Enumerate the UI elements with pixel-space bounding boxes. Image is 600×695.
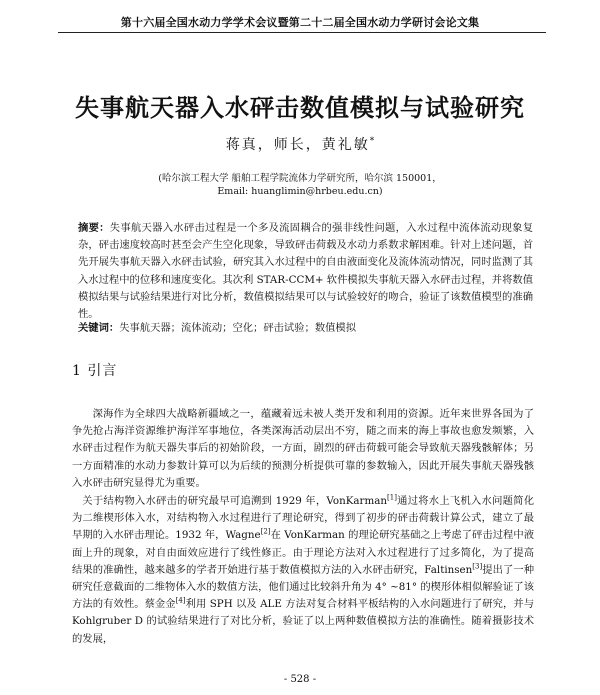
- keywords-text: 失事航天器；流体流动；空化；砰击试验；数值模拟: [119, 322, 357, 334]
- authors-text: 蒋真，师长，黄礼敏: [225, 137, 370, 153]
- paragraph-2-part-e: 利用 SPH 以及 ALE 方法对复合材料平板结构的入水问题进行了研究，并与 Kohlgruber D 的试验结果进行了对比分析，验证了以上两种数值模拟方法的准确性。随着摄影技术的发展，: [72, 598, 534, 645]
- running-header: 第十六届全国水动力学学术会议暨第二十二届全国水动力学研讨会论文集: [120, 16, 480, 29]
- body-paragraph-2: [72, 493, 534, 648]
- abstract-label: 摘要：: [78, 222, 110, 234]
- author-email: Email: huanglimin@hrbeu.edu.cn): [217, 186, 383, 197]
- citation-ref-4: [4]: [175, 596, 186, 605]
- paragraph-2-part-b: 通过将水上飞机入水问题简化为二维楔形体入水，对结构物入水过程进行了理论研究，得到了初步的砰击荷载计算公式，建立了最早期的入水砰击理论。1932 年，Wagne: [72, 495, 534, 542]
- keywords: [78, 320, 533, 336]
- keywords-label: 关键词：: [78, 322, 120, 334]
- page-number: - 528 -: [283, 674, 317, 685]
- section-heading-introduction: 1 引言: [72, 363, 118, 379]
- citation-ref-1: [1]: [387, 493, 397, 502]
- paper-title: 失事航天器入水砰击数值模拟与试验研究: [75, 94, 525, 122]
- corresponding-author-mark: *: [369, 136, 375, 147]
- affiliation: (哈尔滨工程大学 船舶工程学院流体力学研究所，哈尔滨 150001，: [158, 173, 442, 184]
- author-list: [100, 134, 500, 154]
- abstract: [78, 220, 533, 323]
- paragraph-2-part-d: 提出了一种研究任意截面的二维物体入水的数值方法，他们通过比较斜升角为 4° ~81° 的楔形体相似解验证了该方法的有效性。蔡金金: [72, 563, 534, 611]
- abstract-text: 失事航天器入水砰击过程是一个多及流固耦合的强非线性问题，入水过程中流体流动现象复杂，砰击速度较高时甚至会产生空化现象，导致砰击荷载及水动力系数求解困难。针对上述问题，首先开展失事航天器入水砰击试验，研究其入水过程中的自由液面变化及流体流动情况，同时监测了其入水过程中的位移和速度变化。其次利 STAR-CCM+ 软件模拟失事航天器入水砰击过程，并将数值模拟结果与试验结果进行对比分析，数值模拟结果可以与试验较好的吻合，验证了该数值模型的准确性。: [78, 222, 533, 321]
- paragraph-2-part-c: 在 VonKarman 的理论研究基础之上考虑了砰击过程中液面上升的现象，对自由面效应进行了线性修正。由于理论方法对入水过程进行了过多简化，为了提高结果的准确性，越来越多的学者开始进行基于数值模拟方法的入水砰击研究，Faltinsen: [72, 529, 535, 576]
- header-rule: [58, 32, 546, 33]
- citation-ref-3: [3]: [472, 562, 483, 571]
- paragraph-2-part-a: 关于结构物入水砰击的研究最早可追溯到 1929 年，VonKarman: [82, 495, 388, 507]
- body-paragraph-1: 深海作为全球四大战略新疆域之一，蕴藏着远未被人类开发和利用的资源。近年来世界各国为了争先抢占海洋资源维护海洋军事地位，各类深海活动层出不穷，随之而来的海上事故也愈发频繁，入水砰击过程作为航天器失事后的初始阶段，一方面，剧烈的砰击荷载可能会导致航天器残骸解体；另一方面精准的水动力参数计算可以为后续的预测分析提供可靠的参数输入，因此开展失事航天器残骸入水砰击研究显得尤为重要。: [72, 408, 534, 489]
- citation-ref-2: [2]: [260, 527, 271, 536]
